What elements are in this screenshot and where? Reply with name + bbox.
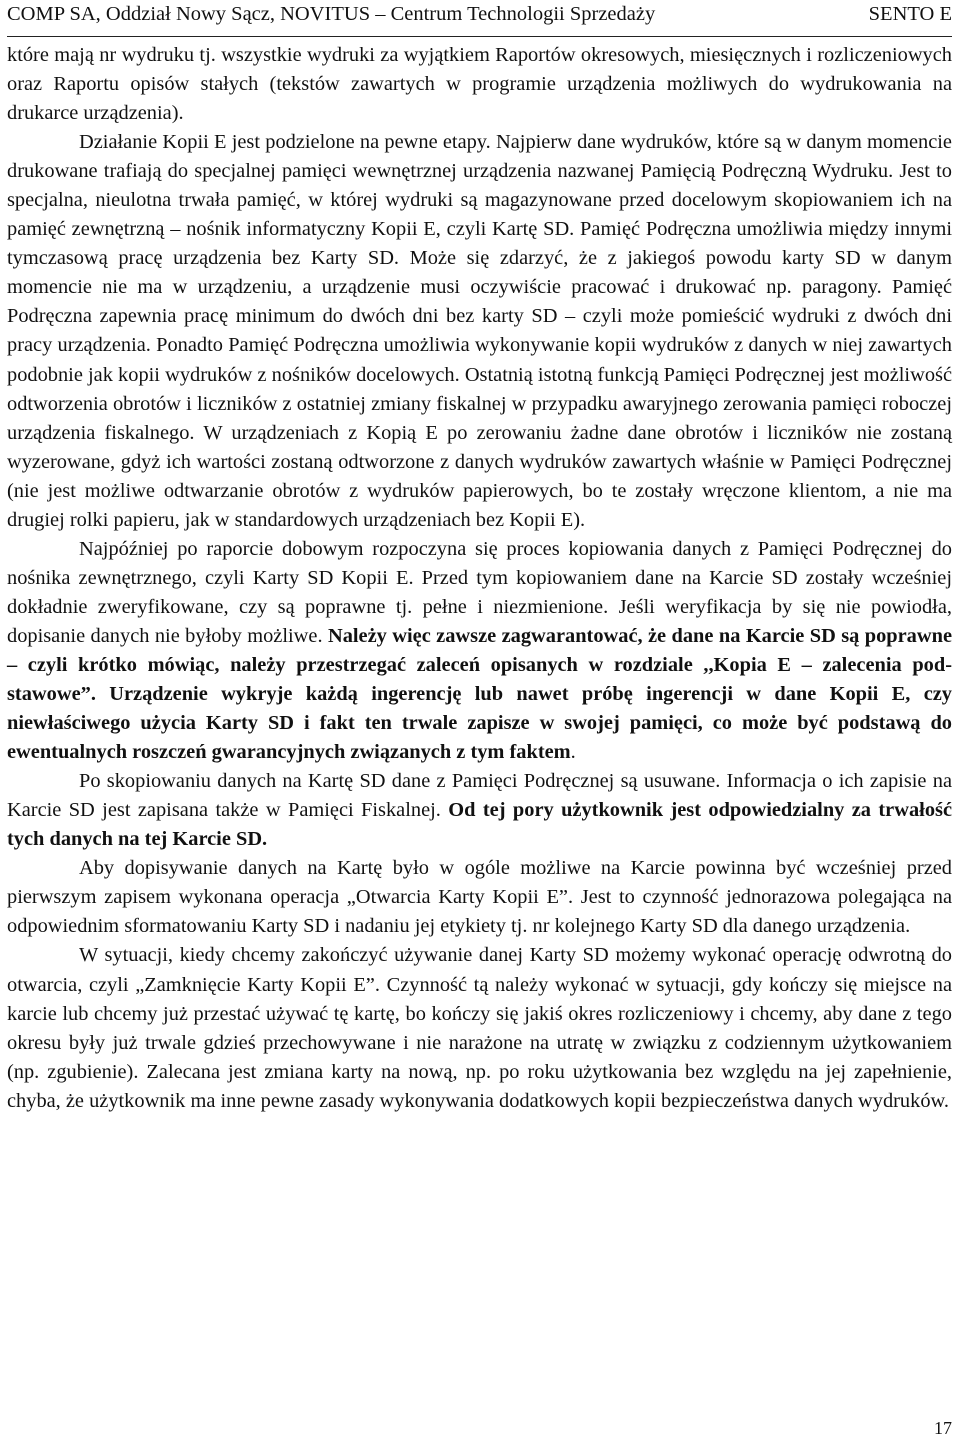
paragraph: [7, 767, 952, 854]
paragraph: [7, 535, 952, 767]
bold-text-run: Należy więc zawsze zagwarantować, że dane na Karcie SD są poprawne – czyli krótko mówiąc, należy przestrzegać zaleceń opisanych w rozdziale ,,Kopia E – zalecenia podstawowe”. Urządzenie wykryje każdą ingerencję lub nawet próbę ingerencji w dane Kopii E, czy niewłaściwego użycia Karty SD i fakt ten trwale zapisze w swojej pamięci, co może być podstawą do ewentualnych roszczeń gwarancyjnych związanych z tym faktem: [7, 624, 952, 764]
header-product: SENTO E: [868, 3, 952, 25]
text-run: Działanie Kopii E jest podzielone na pewne etapy. Najpierw dane wydruków, które są w danym momencie drukowane trafiają do specjalnej pamięci wewnętrznej urządzenia nazwanej Pamięcią Podręczną Wydruku. Jest to specjalna, nieulotna trwała pamięć, w której wydruki są magazynowane przed docelowym skopiowaniem ich na pamięć zewnętrzną – nośnik informatyczny Kopii E, czyli Kartę SD. Pamięć Podręczna umożliwia między innymi tymczasową pracę urządzenia bez Karty SD. Może się zdarzyć, że z jakiegoś powodu karty SD w danym momencie nie ma w urządzeniu, a urządzenie musi oczywiście pracować i drukować np. paragony. Pamięć Podręczna zapewnia pracę minimum do dwóch dni bez karty SD – czyli może pomieścić wydruki z dwóch dni pracy urządzenia. Ponadto Pamięć Podręczna umożliwia wykonywanie kopii wydruków z danych w niej zawartych podobnie jak kopii wydruków z nośników docelowych. Ostatnią istotną funkcją Pamięci Podręcznej jest możliwość odtworzenia obrotów i liczników z ostatniej zmiany fiskalnej w przypadku awaryjnego zerowania pamięci roboczej urządzenia fiskalnego. W urządzeniach z Kopią E po zerowaniu żadne dane obrotów i liczników nie zostaną wyzerowane, gdyż ich wartości zostaną odtworzone z danych wydruków zawartych właśnie w Pamięci Podręcznej (nie jest możliwe odtwarzanie obrotów z wydruków papierowych, bo te zostały wręczone klientom, a nie ma drugiej rolki papieru, jak w standardowych urządzeniach bez Kopii E).: [7, 131, 952, 531]
paragraph: [7, 854, 952, 941]
bold-text-run: Od tej pory użytkownik jest odpowiedzialny za trwałość tych danych na tej Karcie SD.: [7, 799, 952, 851]
paragraph: [7, 41, 952, 128]
text-run: .: [570, 741, 576, 764]
text-run: Aby dopisywanie danych na Kartę było w ogóle możliwe na Karcie powinna być wcześniej przed pierwszym zapisem wykonana operacja „Otwarcia Karty Kopii E”. Jest to czynność jednorazowa polegająca na odpowiednim sformatowaniu Karty SD i nadaniu jej etykiety tj. nr kolejnego Karty SD dla danego urządzenia.: [7, 857, 952, 938]
text-run: W sytuacji, kiedy chcemy zakończyć używanie danej Karty SD możemy wykonać operację odwrotną do otwarcia, czyli „Zamknięcie Karty Kopii E”. Czynność tą należy wykonać w sytuacji, gdy kończy się miejsce na karcie lub chcemy już przestać używać tę kartę, bo kończy się jakiś okres rozliczeniowy i chcemy, aby dane z tego okresu były już trwale gdzieś przechowywane i nie narażone na utratę w związku z codziennym użytkowaniem (np. zgubienie). Zalecana jest zmiana karty na nową, np. po roku użytkowania bez względu na jej zapełnienie, chyba, że użytkownik ma inne pewne zasady wykonywania dodatkowych kopii bezpieczeństwa danych wydruków.: [7, 944, 952, 1112]
text-run: Po skopiowaniu danych na Kartę SD dane z Pamięci Podręcznej są usuwane. Informacja o ich zapisie na Karcie SD jest zapisana także w Pamięci Fiskalnej.: [7, 770, 952, 822]
paragraph: [7, 941, 952, 1115]
document-body: [7, 41, 952, 1116]
page-header: [7, 0, 952, 37]
paragraph: [7, 128, 952, 535]
header-company: COMP SA, Oddział Nowy Sącz, NOVITUS – Centrum Technologii Sprzedaży: [7, 3, 656, 25]
text-run: które mają nr wydruku tj. wszystkie wydruki za wyjątkiem Raportów okresowych, miesięcznych i rozliczeniowych oraz Raportu opisów stałych (tekstów zawartych w programie urządzenia możliwych do wydrukowania na drukarce urządzenia).: [7, 44, 952, 125]
text-run: Najpóźniej po raporcie dobowym rozpoczyna się proces kopiowania danych z Pamięci Podręcznej do nośnika zewnętrznego, czyli Karty SD Kopii E. Przed tym kopiowaniem dane na Karcie SD zostały wcześniej dokładnie zweryfikowane, czy są poprawne tj. pełne i niezmienione. Jeśli weryfikacja by się nie powiodła, dopisanie danych nie byłoby możliwe.: [7, 537, 952, 647]
page-number: 17: [934, 1418, 952, 1438]
